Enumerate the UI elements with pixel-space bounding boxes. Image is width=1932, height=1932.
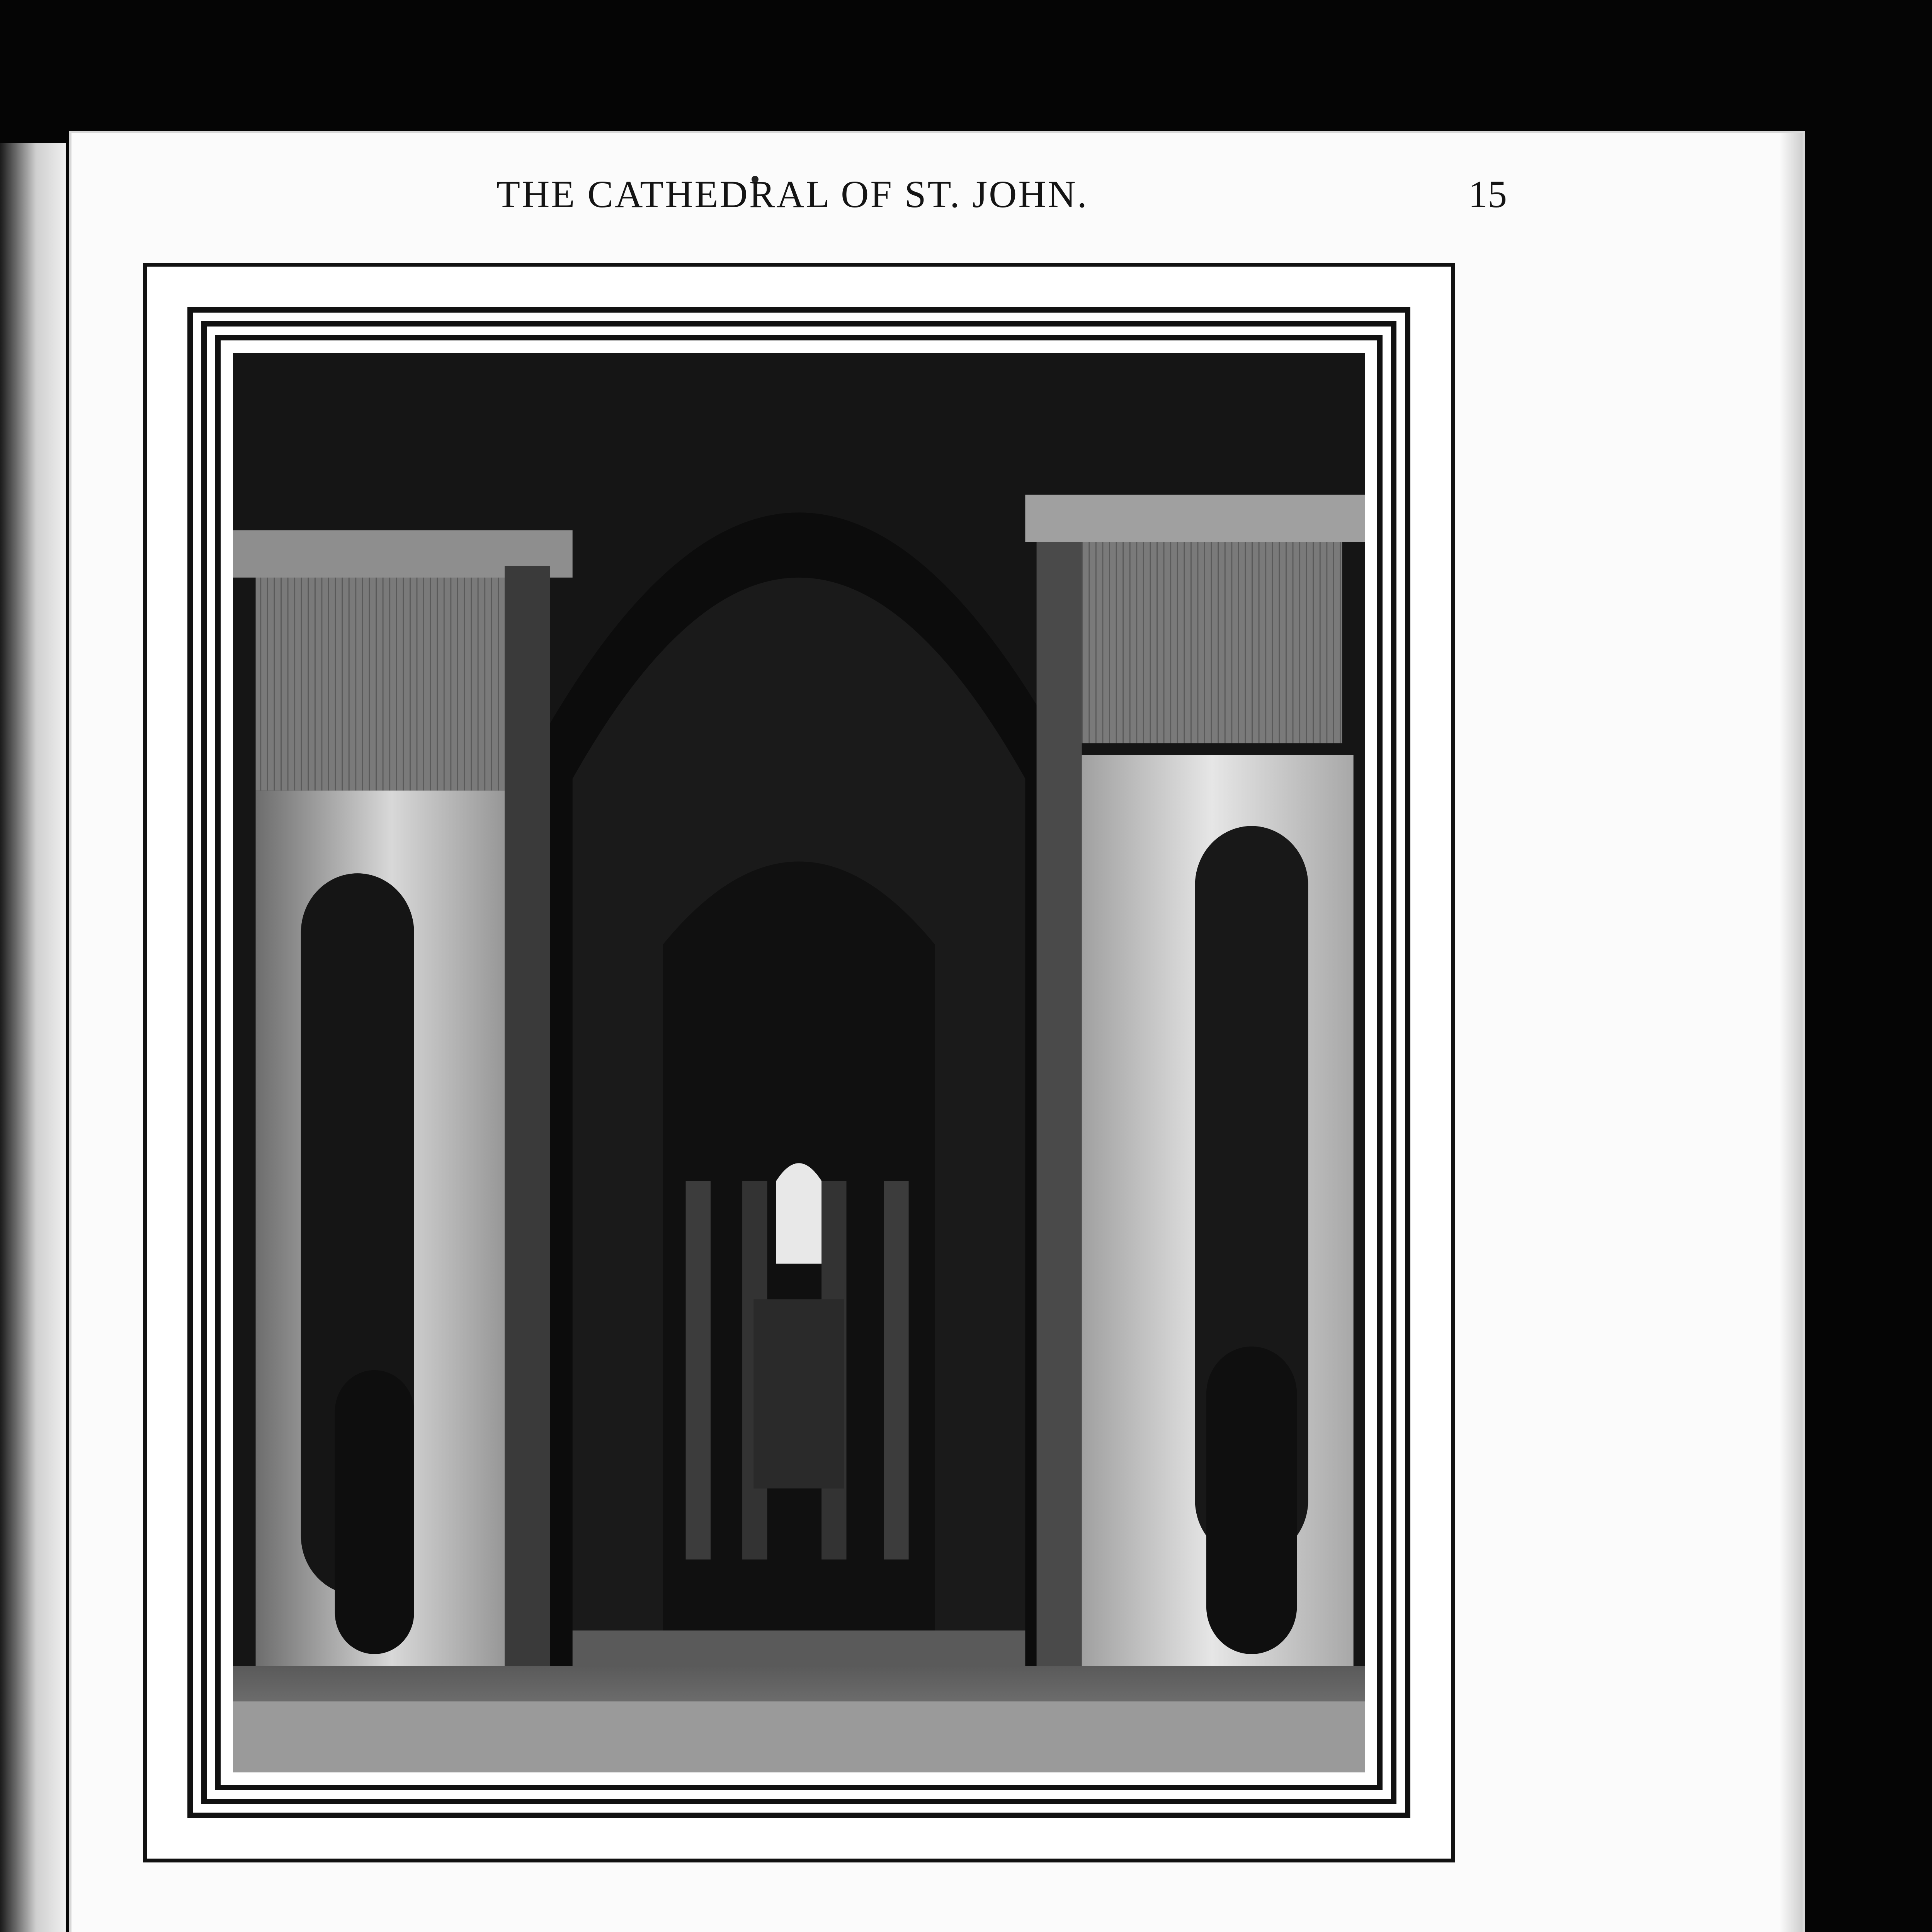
frame-rule-outer	[187, 307, 1410, 1818]
running-head: THE CATHEDRAL OF ST. JOHN.	[497, 173, 1088, 216]
page-gutter-shade	[1779, 133, 1803, 1932]
left-page-edge	[0, 143, 66, 1932]
cathedral-interior-illustration	[233, 353, 1365, 1772]
photo-frame	[143, 263, 1455, 1862]
cathedral-choir-photo	[233, 353, 1365, 1772]
page-number: 15	[1468, 173, 1507, 216]
frame-rule-inner	[215, 335, 1383, 1790]
frame-rule-middle	[201, 321, 1396, 1804]
